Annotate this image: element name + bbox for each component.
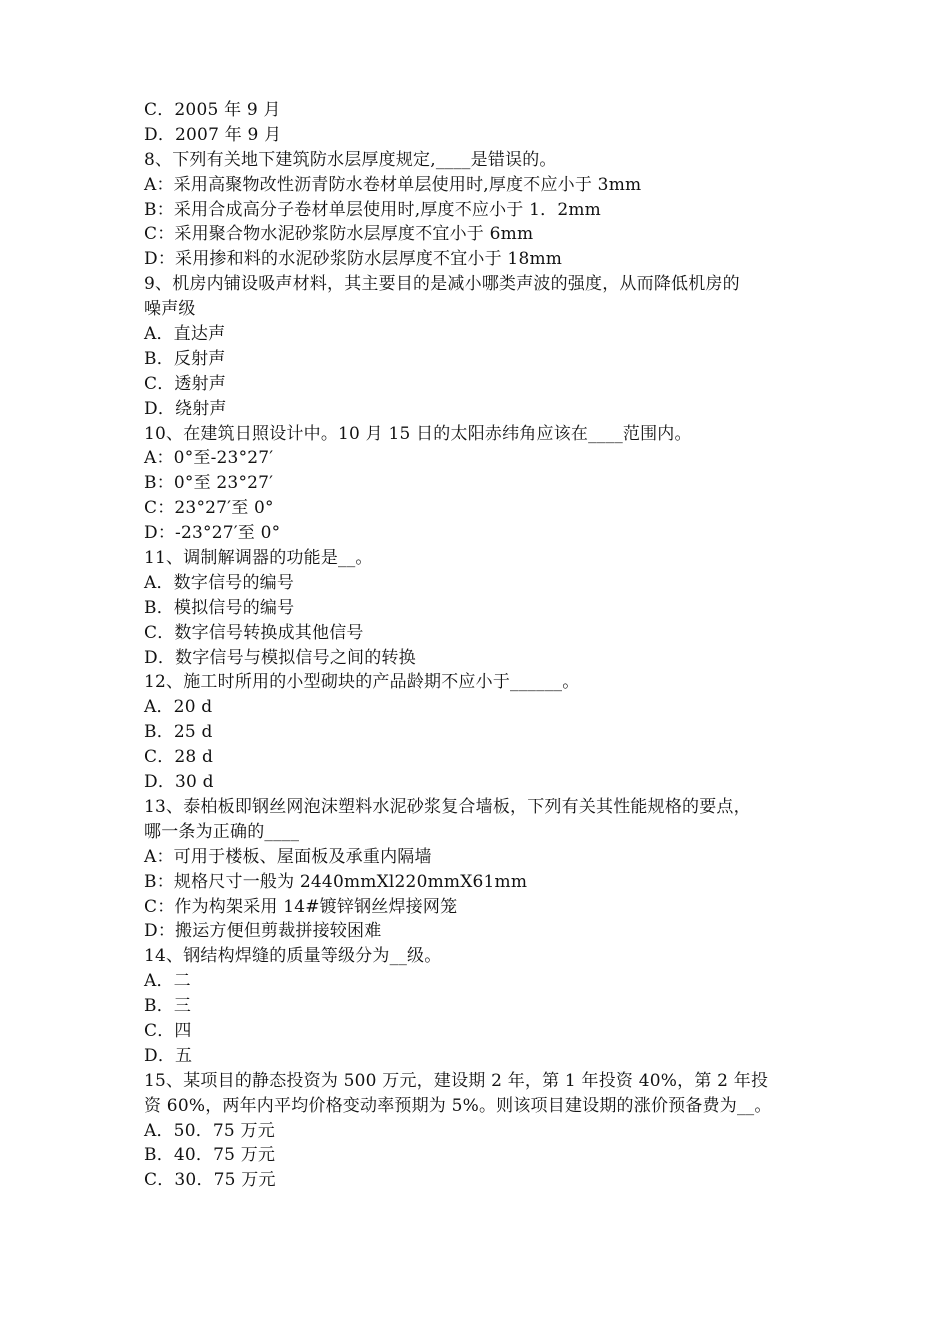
option-line: C．透射声 xyxy=(144,373,227,394)
option-line: C：采用聚合物水泥砂浆防水层厚度不宜小于 6mm xyxy=(144,224,534,245)
question-14-stem: 14、钢结构焊缝的质量等级分为__级。 xyxy=(144,946,442,967)
option-line: D．2007 年 9 月 xyxy=(144,124,282,145)
option-line: B．三 xyxy=(144,996,192,1017)
option-line: D：-23°27′至 0° xyxy=(144,523,281,544)
option-line: C．四 xyxy=(144,1020,192,1041)
option-line: B．25 d xyxy=(144,722,213,743)
question-13-stem-continued: 哪一条为正确的____ xyxy=(144,821,300,842)
question-13-stem: 13、泰柏板即钢丝网泡沫塑料水泥砂浆复合墙板，下列有关其性能规格的要点， xyxy=(144,796,751,817)
option-line: A：可用于楼板、屋面板及承重内隔墙 xyxy=(144,846,432,867)
option-line: C．2005 年 9 月 xyxy=(144,100,281,120)
option-line: D：搬运方便但剪裁拼接较困难 xyxy=(144,921,382,942)
option-line: D．30 d xyxy=(144,772,214,793)
option-line: A．数字信号的编号 xyxy=(144,572,295,593)
question-10-stem: 10、在建筑日照设计中。10 月 15 日的太阳赤纬角应该在____范围内。 xyxy=(144,423,692,444)
option-line: D．数字信号与模拟信号之间的转换 xyxy=(144,647,416,668)
option-line: A：0°至-23°27′ xyxy=(144,448,274,469)
question-15-stem-continued: 资 60%，两年内平均价格变动率预期为 5%。则该项目建设期的涨价预备费为__。 xyxy=(144,1095,772,1116)
option-line: B：0°至 23°27′ xyxy=(144,473,274,494)
option-line: A．20 d xyxy=(144,697,213,718)
option-line: C．28 d xyxy=(144,747,214,768)
question-11-stem: 11、调制解调器的功能是__。 xyxy=(144,548,373,569)
question-9-stem: 9、机房内铺设吸声材料，其主要目的是减小哪类声波的强度，从而降低机房的 xyxy=(144,274,740,295)
question-9-stem-continued: 噪声级 xyxy=(144,299,196,320)
option-line: A：采用高聚物改性沥青防水卷材单层使用时,厚度不应小于 3mm xyxy=(144,174,642,195)
question-12-stem: 12、施工时所用的小型砌块的产品龄期不应小于______。 xyxy=(144,672,580,693)
option-line: B．反射声 xyxy=(144,348,226,369)
option-line: D．五 xyxy=(144,1045,193,1066)
option-line: C．数字信号转换成其他信号 xyxy=(144,622,364,643)
option-line: A．二 xyxy=(144,971,191,992)
option-line: D．绕射声 xyxy=(144,398,227,419)
option-line: C：23°27′至 0° xyxy=(144,498,274,519)
question-15-stem: 15、某项目的静态投资为 500 万元，建设期 2 年，第 1 年投资 40%，第 2 年投 xyxy=(144,1070,769,1091)
option-line: B．40．75 万元 xyxy=(144,1145,276,1166)
option-line: D：采用掺和料的水泥砂浆防水层厚度不宜小于 18mm xyxy=(144,249,563,270)
option-line: A．50．75 万元 xyxy=(144,1120,275,1141)
question-8-stem: 8、下列有关地下建筑防水层厚度规定,____是错误的。 xyxy=(144,149,557,170)
option-line: A．直达声 xyxy=(144,324,226,345)
option-line: C：作为构架采用 14#镀锌钢丝焊接网笼 xyxy=(144,896,458,917)
document-body xyxy=(144,98,812,1193)
option-line: C．30．75 万元 xyxy=(144,1170,276,1191)
option-line: B：采用合成高分子卷材单层使用时,厚度不应小于 1．2mm xyxy=(144,199,601,220)
option-line: B．模拟信号的编号 xyxy=(144,597,295,618)
option-line: B：规格尺寸一般为 2440mmXl220mmX61mm xyxy=(144,871,528,892)
